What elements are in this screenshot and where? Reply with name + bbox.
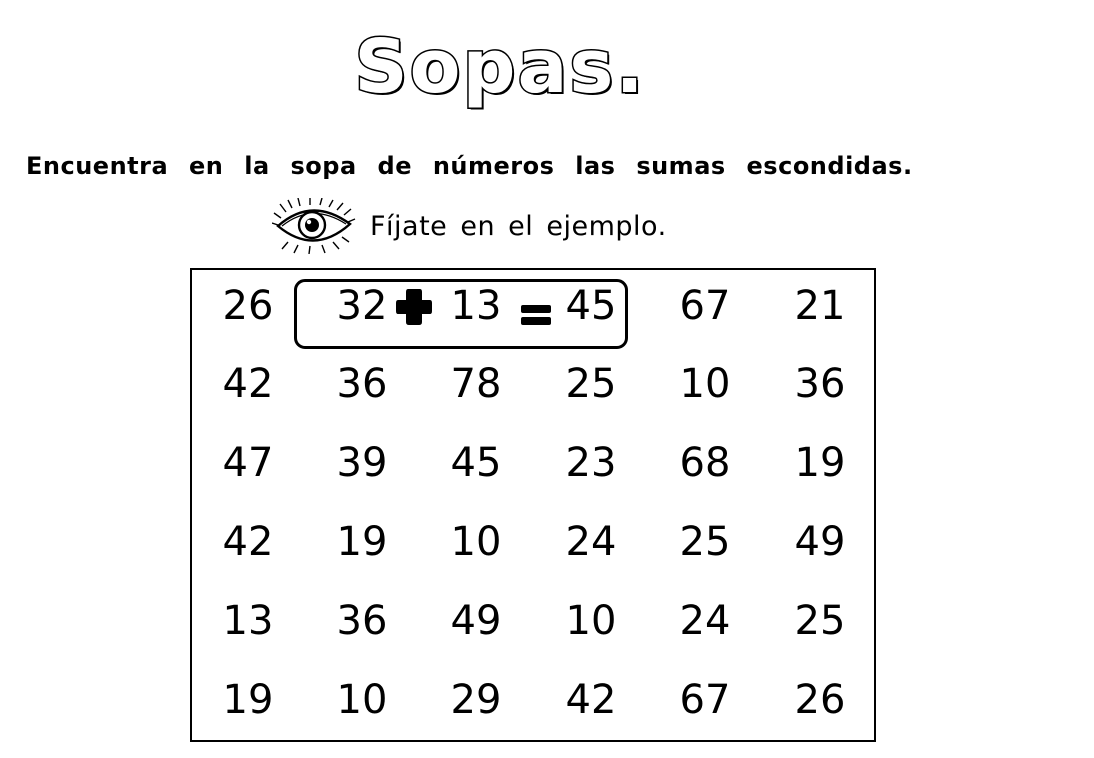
- grid-cell: 21: [794, 283, 846, 329]
- grid-cell: 25: [679, 519, 731, 565]
- grid-cell: 19: [336, 519, 388, 565]
- grid-cell: 36: [336, 361, 388, 407]
- grid-cell: 32: [336, 283, 388, 329]
- grid-cell: 24: [565, 519, 617, 565]
- grid-cell: 42: [222, 361, 274, 407]
- grid-cell: 49: [794, 519, 846, 565]
- hint-text: Fíjate en el ejemplo.: [370, 210, 667, 242]
- grid-cell: 10: [679, 361, 731, 407]
- grid-cell: 10: [565, 598, 617, 644]
- grid-cell: 19: [222, 677, 274, 723]
- grid-cell: 45: [565, 283, 617, 329]
- grid-cell: 36: [336, 598, 388, 644]
- grid-cell: 67: [679, 677, 731, 723]
- instruction-text: Encuentra en la sopa de números las sumas escondidas.: [26, 152, 913, 180]
- grid-cell: 23: [565, 440, 617, 486]
- grid-cell: 42: [222, 519, 274, 565]
- grid-cell: 19: [794, 440, 846, 486]
- grid-cell: 26: [794, 677, 846, 723]
- grid-cell: 26: [222, 283, 274, 329]
- grid-cell: 10: [336, 677, 388, 723]
- grid-cell: 13: [450, 283, 502, 329]
- grid-cell: 49: [450, 598, 502, 644]
- grid-cell: 36: [794, 361, 846, 407]
- eye-icon: [272, 198, 356, 254]
- grid-cell: 13: [222, 598, 274, 644]
- grid-cell: 45: [450, 440, 502, 486]
- grid-cell: 42: [565, 677, 617, 723]
- grid-cell: 39: [336, 440, 388, 486]
- grid-cell: 78: [450, 361, 502, 407]
- grid-cell: 29: [450, 677, 502, 723]
- grid-cell: 10: [450, 519, 502, 565]
- hint-row: [272, 198, 667, 254]
- worksheet-title: Sopas.: [354, 24, 646, 110]
- grid-cell: 47: [222, 440, 274, 486]
- plus-icon: [394, 287, 434, 327]
- grid-cell: 24: [679, 598, 731, 644]
- grid-cell: 25: [794, 598, 846, 644]
- grid-cell: 25: [565, 361, 617, 407]
- grid-cell: 67: [679, 283, 731, 329]
- grid-cell: 68: [679, 440, 731, 486]
- example-highlight-frame: [294, 279, 628, 349]
- equals-icon: [520, 303, 552, 327]
